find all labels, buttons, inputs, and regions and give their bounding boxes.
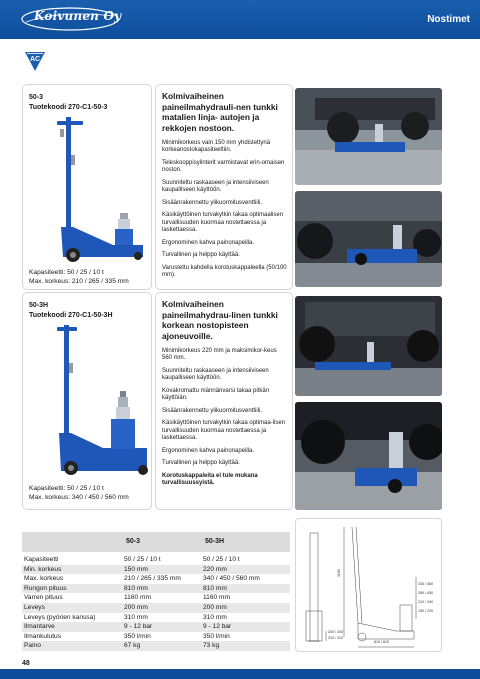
technical-drawing [295,518,442,652]
feature-item: Ergonominen kahva painonapeilla. [162,447,255,454]
feature-item: Varustettu kahdella korotuskappaleella (50/100 mm). [162,264,287,279]
footer-bar [0,669,480,679]
feature-item: Käsikäyttöinen turvakytkin takaa optimaalisen turvallisuuden kuormaa nostettaessa ja laskettaessa. [162,212,284,233]
feature-item: Kovakromattu männänvarsi takaa pitkän käyttöiän. [162,387,270,402]
product-50-3h-panel [22,292,152,510]
specifications-table [22,518,290,653]
ac-logo-text: AC [29,56,41,63]
feature-item: Turvallinen ja helppo käyttää. [162,252,240,259]
product-50-3h-description [155,292,293,510]
photo-jack-under-van [295,296,442,396]
dim-level: 265 / 450 [418,591,433,595]
table-row: Leveys (pyörien kanssa) 310 mm 310 mm [24,613,227,621]
table-row: Kapasiteetti 50 / 25 / 10 t 50 / 25 / 10 t [24,556,240,563]
safety-note: Korotuskappaleita ei tule mukana turvallisuussyistä. [162,472,258,487]
capacity: Kapasiteetti: 50 / 25 / 10 t [29,269,104,276]
feature-item: Ergonominen kahva painonapeilla. [162,239,255,246]
table-row: Rungon pituus 810 mm 810 mm [22,584,290,594]
table-row: Max. korkeus 210 / 265 / 335 mm 340 / 450 / 560 mm [24,575,260,583]
feature-item: Minimikorkeus vain 150 mm yhdistettynä korkeanostokapasiteettiin. [162,140,271,154]
dim-level: 335 / 560 [418,582,433,586]
logo-text: Koivunen Oy [34,9,122,23]
page-header [0,0,480,39]
product-code: Tuotekoodi 270-C1-50-3H [29,312,113,319]
feature-item: Minimikorkeus 220 mm ja maksimikor-keus 560 mm. [162,348,277,362]
feature-item: Sisäänrakennettu ylikuormitusventtiili. [162,407,263,414]
ac-logo-icon [24,50,46,72]
table-row: Ilmankulutus 350 l/min 350 l/min [24,632,230,640]
dim-height: 1160 [337,569,341,577]
capacity: Kapasiteetti: 50 / 25 / 10 t [29,485,104,492]
model-name: 50-3H [29,302,49,309]
jack-50-3-image [43,115,153,265]
photo-jack-under-truck [295,191,442,287]
photo-jack-lifting-truck [295,402,442,510]
product-50-3-panel [22,84,152,290]
dim-length: 810 / 810 [374,640,389,644]
feature-item: Sisäänrakennettu ylikuormitusventtiili. [162,199,263,206]
dim-level: 210 / 340 [418,600,433,604]
product-title: Kolmivaiheinen paineilmahydrauli-nen tunkki matalien linja- autojen ja rekkojen nostoon. [162,91,278,133]
product-code: Tuotekoodi 270-C1-50-3 [29,104,108,111]
dim-width: 200 / 200 [328,630,343,634]
feature-item: Teleskooppisylinterit varmistavat erin-omaisen noston. [162,159,285,174]
dim-level: 150 / 220 [418,609,433,613]
table-row: Ilmantarve 9 - 12 bar 9 - 12 bar [22,622,290,632]
product-title: Kolmivaiheinen paineilmahydrau-linen tunkki korkean nostopisteen ajoneuvoille. [162,299,278,341]
model-name: 50-3 [29,94,44,101]
column-header: 50-3H [205,538,225,545]
table-row: Paino 67 kg 73 kg [22,641,290,651]
table-header [22,532,290,552]
feature-item: Suunniteltu raskaaseen ja intensiiviseen kaupalliseen käyttöön. [162,179,269,194]
max-height: Max. korkeus: 340 / 450 / 560 mm [29,494,129,501]
section-title: Nostimet [427,14,470,25]
photo-jack-under-bus [295,88,442,185]
jack-50-3h-image [43,323,153,483]
feature-item: Turvallinen ja helppo käyttää. [162,460,240,467]
feature-item: Suunniteltu raskaaseen ja intensiiviseen kaupalliseen käyttöön. [162,367,269,382]
page-number: 48 [22,660,30,667]
max-height: Max. korkeus: 210 / 265 / 335 mm [29,278,129,285]
table-row: Varren pituus 1160 mm 1160 mm [24,594,230,602]
table-row: Min. korkeus 150 mm 220 mm [22,565,290,575]
dim-width2: 310 / 310 [328,636,343,640]
table-row: Leveys 200 mm 200 mm [22,603,290,613]
product-50-3-description [155,84,293,290]
feature-item: Käsikäyttöinen turvakytkin takaa optimaa-lisen turvallisuuden kuormaa nostettaessa ja laskettaessa. [162,420,286,441]
column-header: 50-3 [126,538,141,545]
